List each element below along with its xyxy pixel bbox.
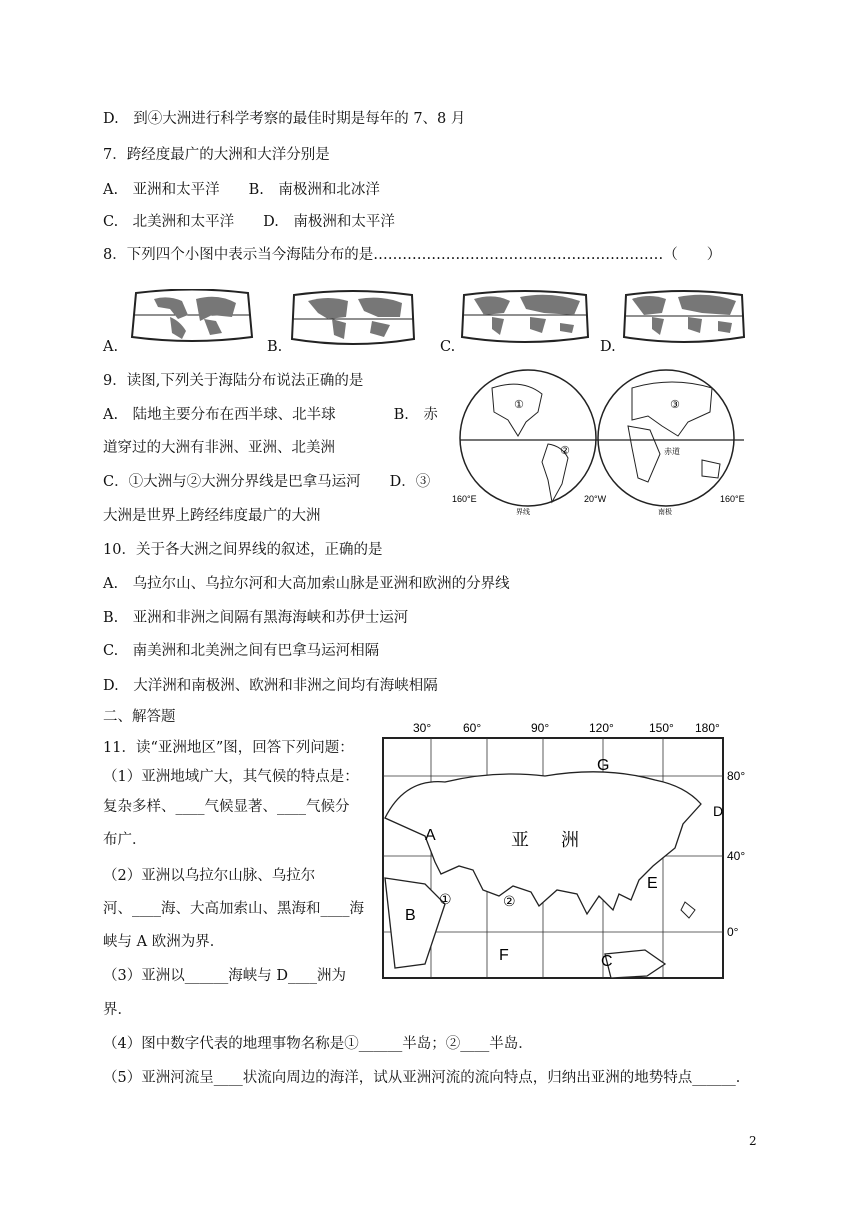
q9-options-cd: C．①大洲与②大洲分界线是巴拿马运河 D．③ — [103, 474, 431, 490]
q8-stem: 8．下列四个小图中表示当今海陆分布的是……………………………………………………（ ） — [103, 247, 722, 263]
q7-options-ab: A. 亚洲和太平洋 B. 南极洲和北冰洋 — [103, 182, 380, 198]
tick-40n: 40° — [727, 849, 746, 863]
q10-option-a: A. 乌拉尔山、乌拉尔河和大高加索山脉是亚洲和欧洲的分界线 — [103, 576, 510, 592]
q11-stem: 11．读“亚洲地区”图，回答下列问题： — [103, 740, 354, 756]
letter-g: G — [597, 757, 610, 774]
hemi-west-label: 160°E — [452, 494, 477, 504]
letter-b: B — [405, 907, 416, 924]
q7-stem: 7．跨经度最广的大洲和大洋分别是 — [103, 147, 330, 163]
q11-part1-a: （1）亚洲地域广大，其气候的特点是： — [103, 769, 359, 785]
letter-f: F — [499, 947, 509, 964]
q11-part2-c: 峡与 A 欧洲为界． — [103, 934, 225, 950]
hemi-marker-2: ② — [560, 445, 570, 457]
asia-char-2: 洲 — [561, 830, 579, 850]
letter-a: A — [425, 827, 436, 844]
q11-part4: （4）图中数字代表的地理事物名称是①______半岛；②____半岛． — [103, 1036, 533, 1052]
q10-option-c: C. 南美洲和北美洲之间有巴拿马运河相隔 — [103, 643, 380, 659]
q11-part5: （5）亚洲河流呈____状流向周边的海洋，试从亚洲河流的流向特点，归纳出亚洲的地势特点______． — [103, 1070, 751, 1086]
q11-part3-a: （3）亚洲以______海峡与 D____洲为 — [103, 968, 346, 984]
asia-marker-1: ① — [439, 891, 452, 907]
q8-label-b: B. — [267, 339, 283, 355]
q11-part3-b: 界． — [103, 1002, 132, 1018]
q10-option-d: D. 大洋洲和南极洲、欧洲和非洲之间均有海峡相隔 — [103, 678, 438, 694]
hemi-marker-1: ① — [514, 399, 524, 411]
hemi-west-bottom: 界线 — [516, 509, 530, 516]
q11-part2-b: 河、____海、大高加索山、黑海和____海 — [103, 901, 364, 917]
q8-map-a — [130, 289, 254, 348]
q8-map-d — [622, 289, 746, 349]
q7-options-cd: C. 北美洲和太平洋 D. 南极洲和太平洋 — [103, 214, 395, 230]
q10-option-b: B. 亚洲和非洲之间隔有黑海海峡和苏伊士运河 — [103, 610, 409, 626]
q9-option-a: A. 陆地主要分布在西半球、北半球 B. 赤 — [103, 407, 438, 423]
tick-120: 120° — [589, 721, 614, 735]
q9-stem: 9．读图,下列关于海陆分布说法正确的是 — [103, 373, 364, 389]
tick-30: 30° — [413, 721, 432, 735]
q8-map-b — [288, 289, 418, 353]
letter-d: D — [713, 803, 724, 819]
q9-option-d-cont: 大洲是世界上跨经纬度最广的大洲 — [103, 508, 321, 524]
q10-stem: 10．关于各大洲之间界线的叙述，正确的是 — [103, 542, 383, 558]
hemi-mid-label: 20°W — [584, 494, 607, 504]
q11-part1-b: 复杂多样、____气候显著、____气候分 — [103, 799, 350, 815]
tick-90: 90° — [531, 721, 550, 735]
hemispheres-map — [452, 368, 752, 522]
q9-option-a-cont: 道穿过的大洲有非洲、亚洲、北美洲 — [103, 440, 335, 456]
tick-0: 0° — [727, 925, 739, 939]
hemi-east-label: 160°E — [720, 494, 745, 504]
asia-map — [375, 718, 760, 992]
tick-60: 60° — [463, 721, 482, 735]
hemi-marker-3: ③ — [670, 399, 680, 411]
section-2-heading: 二、解答题 — [103, 709, 176, 725]
page-number: 2 — [749, 1134, 757, 1148]
letter-e: E — [647, 875, 658, 892]
tick-180: 180° — [695, 721, 720, 735]
equator-label: 赤道 — [664, 447, 680, 456]
tick-80n: 80° — [727, 769, 746, 783]
letter-c: C — [601, 953, 613, 970]
asia-marker-2: ② — [503, 893, 516, 909]
q8-map-c — [460, 289, 590, 349]
q8-label-a: A. — [103, 339, 119, 355]
q6-option-d: D. 到④大洲进行科学考察的最佳时期是每年的 7、8 月 — [103, 111, 466, 127]
asia-char-1: 亚 — [511, 830, 529, 850]
q11-part2-a: （2）亚洲以乌拉尔山脉、乌拉尔 — [103, 868, 316, 884]
q8-label-c: C. — [440, 339, 456, 355]
tick-150: 150° — [649, 721, 674, 735]
q11-part1-c: 布广． — [103, 832, 147, 848]
hemi-east-bottom: 南极 — [658, 509, 672, 516]
q8-label-d: D. — [600, 339, 616, 355]
